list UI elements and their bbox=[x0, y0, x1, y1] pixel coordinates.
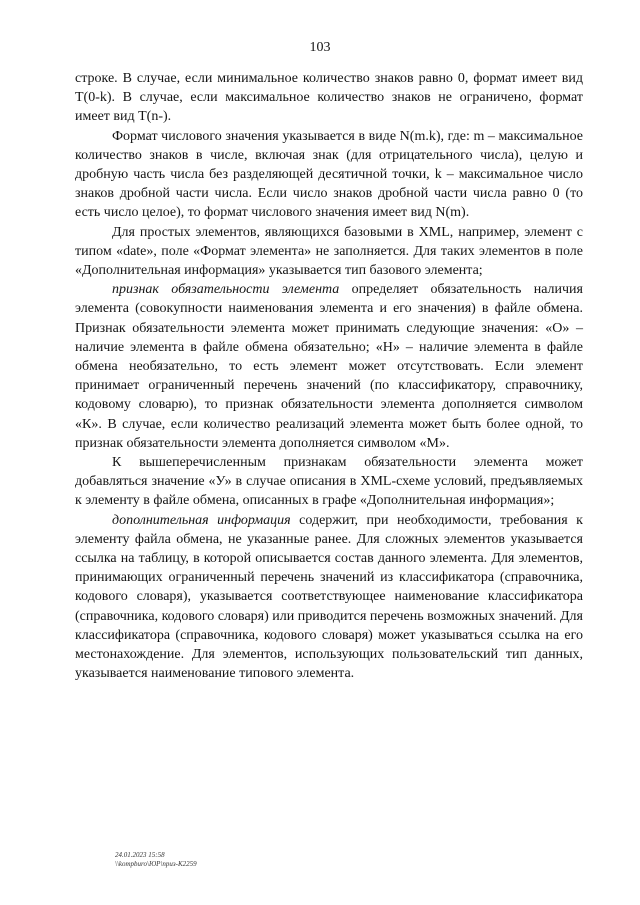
paragraph-6-text: содержит, при необходимости, требования к элементу файла обмена, не указанные ранее. Для сложных элементов указывается ссылка на таблицу, в которой описывается состав данного элемента. Для элементов, принимающих ограниченный перечень значений из классификатора (справочника, кодового словаря), указывается соответствующее наименование классификатора (справочника, кодового словаря) или приводится перечень возможных значений. Для классификатора (справочника, кодового словаря) может указываться ссылка на его местонахождение. Для элементов, использующих пользовательский тип данных, указывается наименование типового элемента. bbox=[75, 512, 583, 682]
paragraph-5: К вышеперечисленным признакам обязательности элемента может добавляться значение «У» в случае описания в XML-схеме условий, предъявляемых к элементу в файле обмена, описанных в графе «Дополнительная информация»; bbox=[75, 455, 583, 509]
footer bbox=[115, 851, 197, 869]
body-text bbox=[75, 69, 583, 684]
term-mandatory-flag: признак обязательности элемента bbox=[112, 282, 340, 298]
paragraph-1: строке. В случае, если минимальное количество знаков равно 0, формат имеет вид T(0-k). В случае, если максимальное количество знаков не ограничено, формат имеет вид T(n-). bbox=[75, 71, 583, 125]
page-number: 103 bbox=[309, 40, 331, 55]
paragraph-4 bbox=[75, 280, 583, 453]
footer-path: \\kompburo\ЮР\приз-К2259 bbox=[115, 860, 197, 868]
term-additional-info: дополнительная информация bbox=[112, 512, 291, 528]
paragraph-3: Для простых элементов, являющихся базовыми в XML, например, элемент с типом «date», поле «Формат элемента» не заполняется. Для таких элементов в поле «Дополнительная информация» указывается тип базового элемента; bbox=[75, 224, 583, 279]
paragraph-4-text: определяет обязательность наличия элемента (совокупности наименования элемента и его значения) в файле обмена. Признак обязательности элемента может принимать следующие значения: «О» – наличие элемента в файле обмена обязательно; «Н» – наличие элемента в файле обмена необязательно, то есть элемент может отсутствовать. Если элемент принимает ограниченный перечень значений (по классификатору, справочнику, кодовому словарю), то признак обязательности элемента дополняется символом «К». В случае, если количество реализаций элемента может быть более одной, то признак обязательности элемента дополняется символом «М». bbox=[75, 282, 583, 451]
paragraph-2: Формат числового значения указывается в виде N(m.k), где: m – максимальное количество знаков в числе, включая знак (для отрицательного числа), целую и дробную часть числа без разделяющей десятичной точки, k – максимальное число знаков дробной части числа. Если число знаков дробной части числа равно 0 (то есть число целое), то формат числового значения имеет вид N(m). bbox=[75, 128, 583, 221]
paragraph-6 bbox=[75, 511, 583, 684]
footer-date: 24.01.2023 15:58 bbox=[115, 851, 165, 859]
